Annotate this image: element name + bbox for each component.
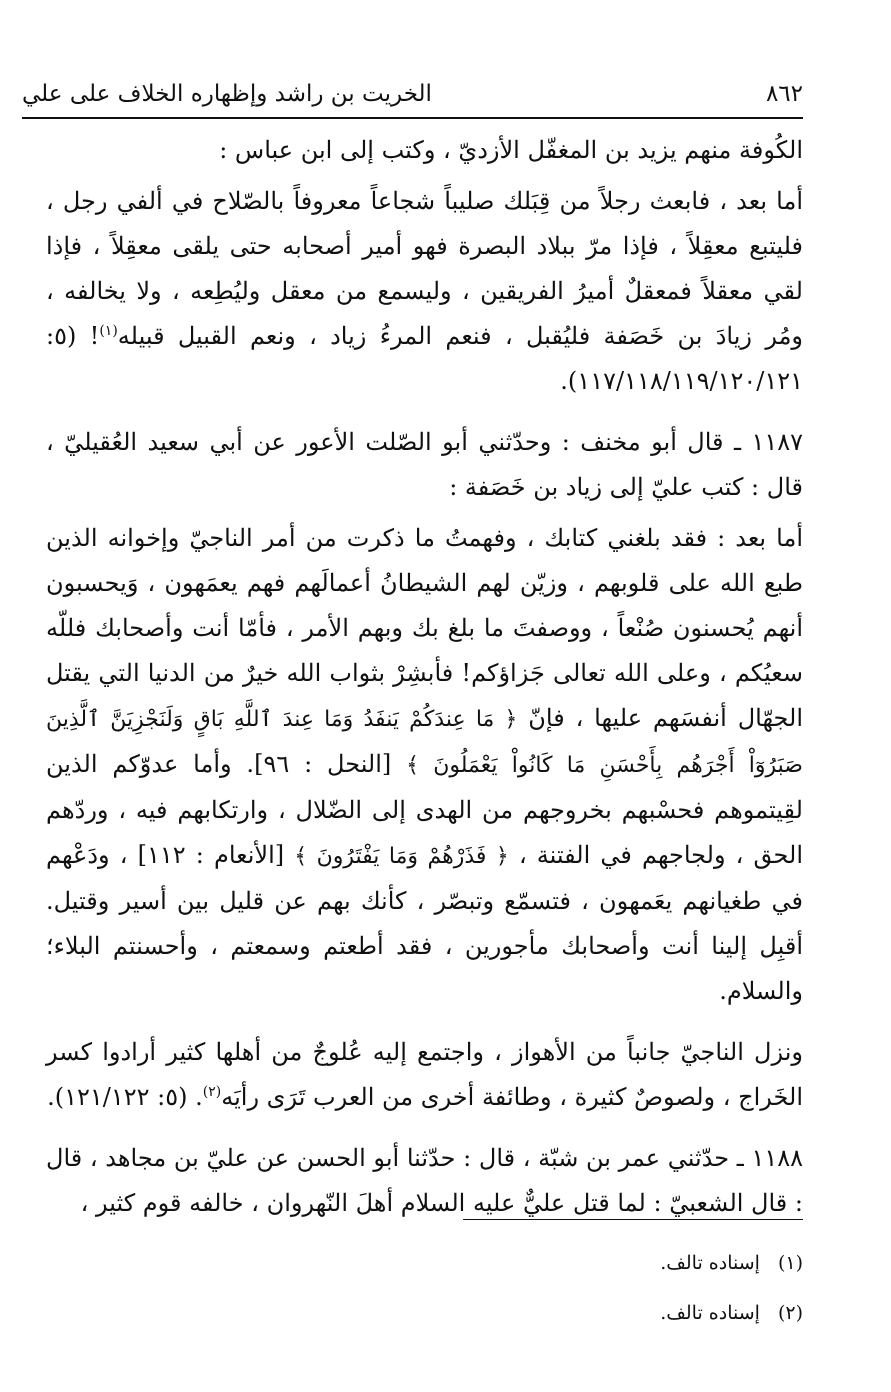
paragraph: ١١٨٨ ـ حدّثني عمر بن شبّة ، قال : حدّثنا أبو الحسن عن عليّ بن مجاهد ، قال : قال الشعبيّ : لما قتل عليٌّ عليه السلام أهلَ النّهروان ، خالفه قوم كثير ،	[46, 1144, 804, 1217]
footnote-text: إسناده تالف.	[660, 1252, 760, 1274]
page-number: ٨٦٢	[765, 81, 803, 107]
quran-quote: ﴿ مَا عِندَكُمْ يَنفَدُ وَمَا عِندَ ٱللَّهِ بَاقٍ وَلَنَجْزِيَنَّ ٱلَّذِينَ صَبَرُوٓاْ أَجْرَهُم بِأَحْسَنِ مَا كَانُواْ يَعْمَلُونَ ﴾	[46, 707, 803, 778]
paragraph: ونزل الناجيّ جانباً من الأهواز ، واجتمع إليه عُلوجٌ من أهلها كثير أرادوا كسر الخَراج ، ولصوصٌ كثيرة ، وطائفة أخرى من العرب تَرَى رأيَه$^{(٢)}$. (٥: ١٢١/١٢٢).	[46, 1038, 803, 1111]
footnote-text: إسناده تالف.	[660, 1302, 760, 1324]
paragraph: ١١٨٧ ـ قال أبو مخنف : وحدّثني أبو الصّلت الأعور عن أبي سعيد العُقيليّ ، قال : كتب عليّ إلى زياد بن خَصَفة :	[46, 428, 803, 501]
footnote-marker[interactable]: (٢)	[202, 1084, 222, 1100]
footnote-divider	[463, 1219, 803, 1220]
page-header	[22, 74, 803, 114]
footnote-item	[400, 1288, 803, 1338]
paragraph: أما بعد : فقد بلغني كتابك ، وفهمتُ ما ذكرت من أمر الناجيّ وإخوانه الذين طبع الله على قلوبهم ، وزيّن لهم الشيطانُ أعمالَهم فهم يعمَهون ، وَيحسبون أنهم يُحسنون صُنْعاً ، ووصفتَ ما بلغ بك وبهم الأمر ، فأمّا أنت وأصحابك فللّه سعيُكم ، وعلى الله تعالى جَزاؤكم! فأبشِرْ بثواب الله خيرٌ من الدنيا التي يقتل الجهّال أنفسَهم عليها ، فإنّ ﴿ مَا عِندَكُمْ يَنفَدُ وَمَا عِندَ ٱللَّهِ بَاقٍ وَلَنَجْزِيَنَّ ٱلَّذِينَ صَبَرُوٓاْ أَجْرَهُم بِأَحْسَنِ مَا كَانُواْ يَعْمَلُونَ ﴾ [النحل : ٩٦]. وأما عدوّكم الذين لقِيتموهم فحسْبهم بخروجهم من الهدى إلى الضّلال ، وارتكابهم فيه ، وردّهم الحق ، ولجاجهم في الفتنة ، ﴿ فَذَرْهُمْ وَمَا يَفْتَرُونَ ﴾ [الأنعام : ١١٢] ، ودَعْهم في طغيانهم يعَمهون ، فتسمّع وتبصّر ، كأنك بهم عن قليل بين أسير وقتيل. أقبِل إلينا أنت وأصحابك مأجورين ، فقد أطعتم وسمعتم ، وأحسنتم البلاء؛ والسلام.	[46, 524, 804, 1005]
quran-quote: ﴿ فَذَرْهُمْ وَمَا يَفْتَرُونَ ﴾	[294, 844, 509, 869]
header-divider	[22, 117, 803, 119]
footnote-item	[400, 1238, 803, 1288]
paragraph: أما بعد ، فابعث رجلاً من قِبَلك صليباً شجاعاً معروفاً بالصّلاح في ألفي رجل ، فليتبع معقِلاً ، فإذا مرّ ببلاد البصرة فهو أمير أصحابه حتى يلقى معقِلاً ، فإذا لقي معقلاً فمعقلٌ أميرُ الفريقين ، وليسمع من معقل وليُطِعه ، ولا يخالفه ، ومُر زيادَ بن خَصَفة فليُقبل ، فنعم المرءُ زياد ، ونعم القبيل قبيله$^{(١)}$! (٥: ١١٧/١١٨/١١٩/١٢٠/١٢١).	[46, 187, 804, 395]
running-title: الخريت بن راشد وإظهاره الخلاف على علي	[22, 81, 432, 107]
footnote-number: (١)	[777, 1252, 803, 1274]
paragraph: الكُوفة منهم يزيد بن المغفّل الأزديّ ، وكتب إلى ابن عباس :	[219, 136, 803, 164]
main-text	[46, 128, 803, 1242]
footnotes	[400, 1238, 803, 1338]
footnote-marker[interactable]: (١)	[99, 323, 118, 339]
footnote-number: (٢)	[777, 1302, 803, 1324]
